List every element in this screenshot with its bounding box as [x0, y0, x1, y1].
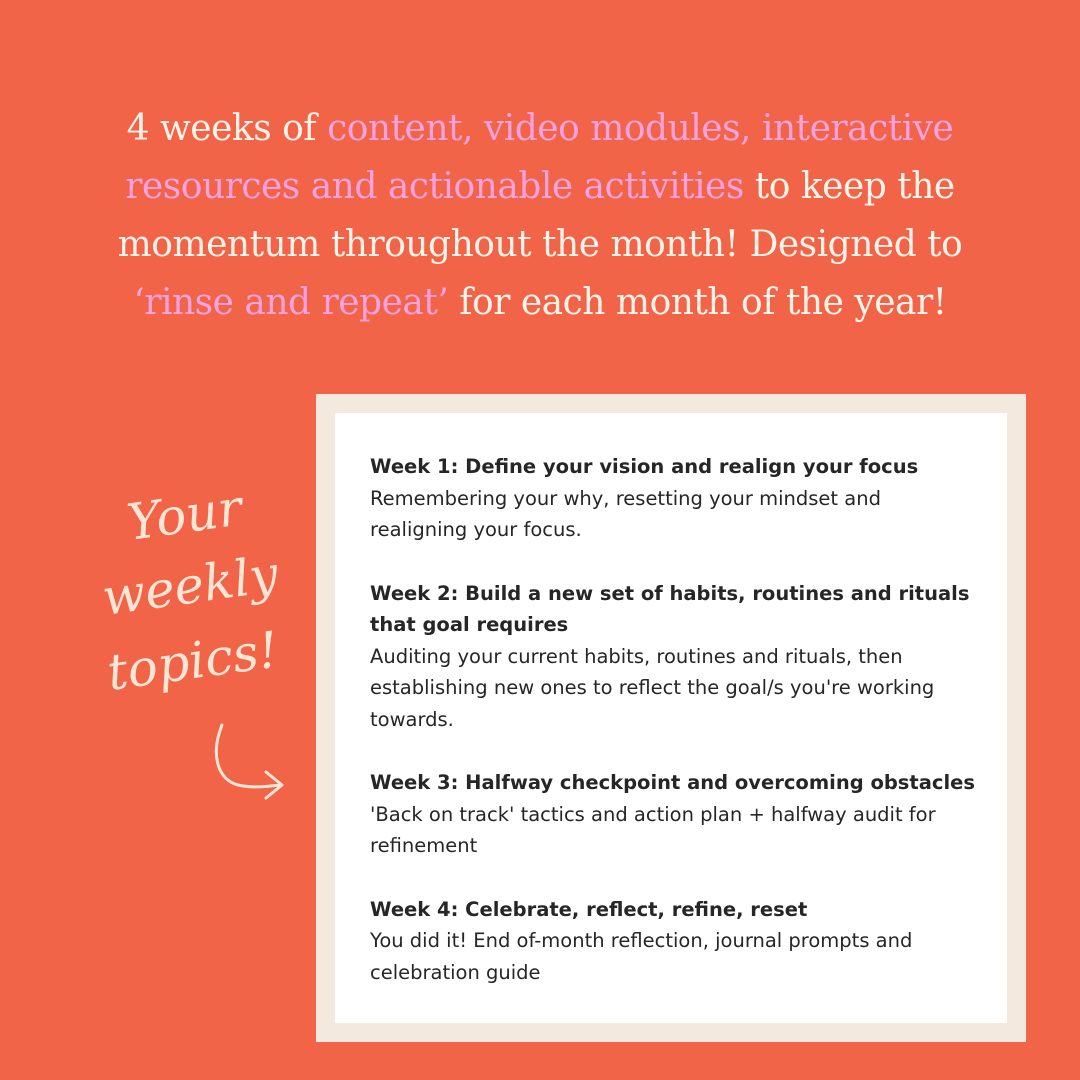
curved-arrow-icon: [216, 725, 282, 798]
headline-text-2: to keep the momentum throughout the month! Designed to: [117, 166, 963, 265]
topic-title: Week 4: Celebrate, reflect, refine, reset: [370, 897, 808, 921]
topic-description: Auditing your current habits, routines and rituals, then establishing new ones to reflect the goal/s you're working towards.: [370, 644, 935, 731]
topic-week-2: [370, 578, 980, 736]
headline-highlight-2: ‘rinse and repeat’: [133, 282, 449, 323]
topics-card: [335, 413, 1007, 1023]
script-line-topics: topics!: [103, 620, 282, 702]
topic-title: Week 1: Define your vision and realign your focus: [370, 455, 919, 478]
script-line-weekly: weekly: [98, 544, 282, 627]
topics-list: [370, 451, 980, 1020]
topic-description: 'Back on track' tactics and action plan + halfway audit for refinement: [370, 802, 936, 857]
topic-week-1: [370, 451, 980, 546]
topic-title: Week 3: Halfway checkpoint and overcoming obstacles: [370, 771, 975, 794]
headline-text-1: 4 weeks of: [126, 108, 328, 149]
topic-week-4: [370, 894, 980, 989]
topic-week-3: [370, 767, 980, 862]
topic-description: You did it! End of-month reflection, journal prompts and celebration guide: [370, 929, 913, 984]
script-line-your: Your: [123, 478, 246, 552]
topic-title: Week 2: Build a new set of habits, routines and rituals that goal requires: [370, 581, 970, 636]
script-label-graphic: [100, 480, 300, 820]
weekly-topics-script-label: [100, 480, 300, 820]
topics-card-frame: [316, 394, 1026, 1042]
headline-text-3: for each month of the year!: [448, 282, 947, 323]
headline-highlight-1: content, video modules, interactive resources and actionable activities: [125, 108, 954, 207]
headline: [90, 100, 990, 332]
topic-description: Remembering your why, resetting your mindset and realigning your focus.: [370, 486, 881, 541]
